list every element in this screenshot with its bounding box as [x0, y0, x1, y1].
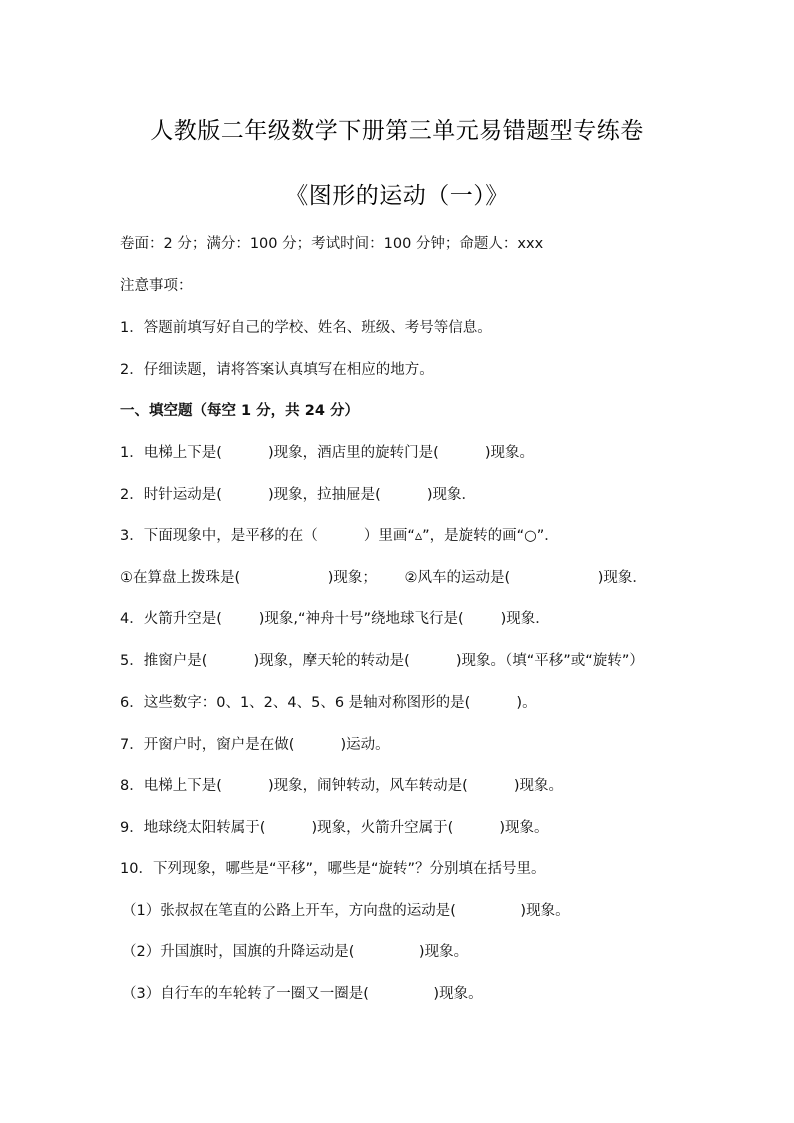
sub-question-item: （3）自行车的车轮转了一圈又一圈是( )现象。: [122, 986, 483, 1002]
page-title: 人教版二年级数学下册第三单元易错题型专练卷: [150, 118, 644, 144]
question-item: 2．时针运动是( )现象，拉抽屉是( )现象．: [120, 487, 477, 503]
section-heading: 一、填空题（每空 1 分，共 24 分）: [120, 403, 359, 419]
exam-info: 卷面：2 分；满分：100 分；考试时间：100 分钟；命题人：xxx: [120, 236, 544, 252]
note-item: 1．答题前填写好自己的学校、姓名、班级、考号等信息。: [120, 320, 492, 336]
note-item: 2．仔细读题，请将答案认真填写在相应的地方。: [120, 362, 434, 378]
notes-heading: 注意事项：: [120, 278, 193, 294]
question-item: ①在算盘上拨珠是( )现象； ②风车的运动是( )现象．: [120, 570, 647, 586]
question-item: 8．电梯上下是( )现象，闹钟转动，风车转动是( )现象。: [120, 778, 564, 794]
question-item: 5．推窗户是( )现象，摩天轮的转动是( )现象。（填“平移”或“旋转”）: [120, 653, 644, 669]
question-item: 6．这些数字：0、1、2、4、5、6 是轴对称图形的是( )。: [120, 695, 537, 711]
question-item: 1．电梯上下是( )现象，酒店里的旋转门是( )现象。: [120, 445, 535, 461]
sub-question-item: （2）升国旗时，国旗的升降运动是( )现象。: [122, 944, 469, 960]
question-item: 3．下面现象中，是平移的在（ ）里画“▵”，是旋转的画“○”．: [120, 528, 559, 544]
question-item: 7．开窗户时，窗户是在做( )运动。: [120, 737, 390, 753]
question-item: 9．地球绕太阳转属于( )现象，火箭升空属于( )现象。: [120, 820, 549, 836]
question-item: 10．下列现象，哪些是“平移”，哪些是“旋转”？分别填在括号里。: [120, 861, 546, 877]
question-item: 4．火箭升空是( )现象,“神舟十号”绕地球飞行是( )现象．: [120, 611, 550, 627]
page-subtitle: 《图形的运动（一）》: [285, 183, 509, 209]
sub-question-item: （1）张叔叔在笔直的公路上开车，方向盘的运动是( )现象。: [122, 903, 570, 919]
